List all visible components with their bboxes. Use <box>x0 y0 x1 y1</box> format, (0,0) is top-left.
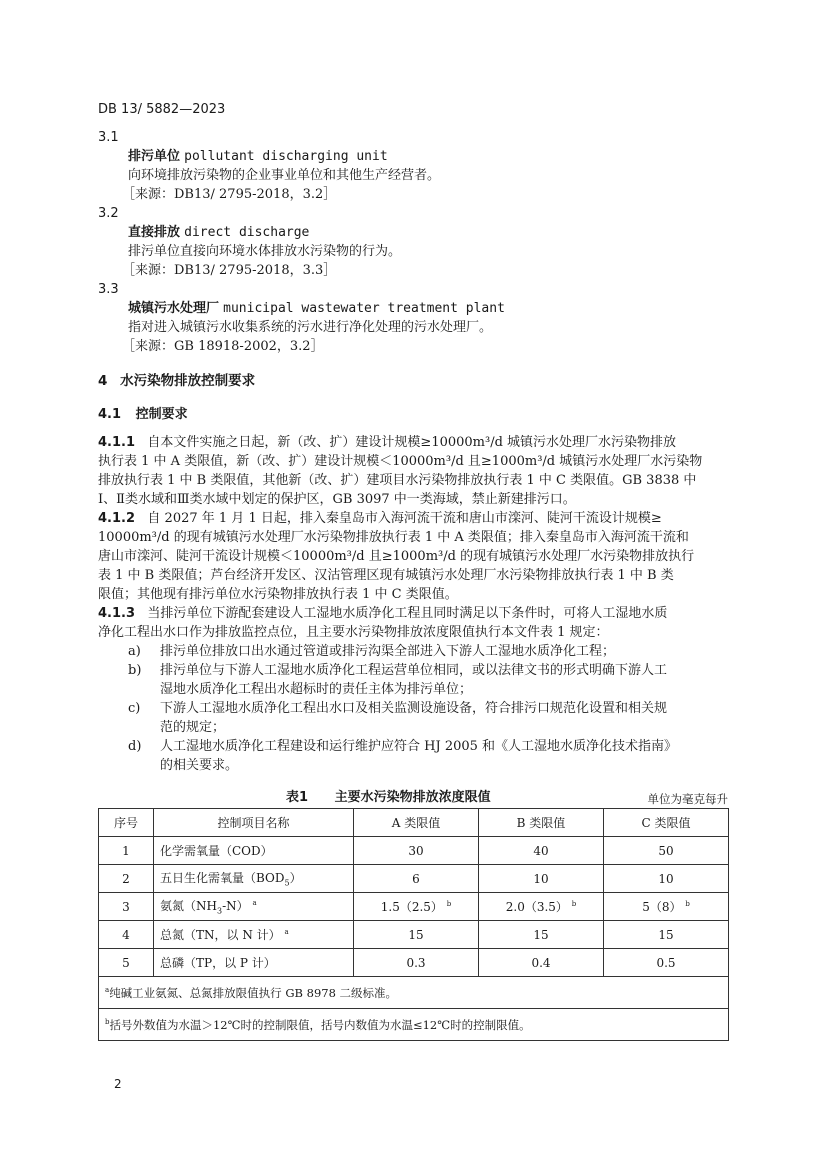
def-term-line <box>128 299 505 318</box>
clause-line: 执行表 1 中 A 类限值，新（改、扩）建设计规模＜10000m³/d 且≥1000m³/d 城镇污水处理厂水污染物 <box>98 454 703 469</box>
def-term-line <box>128 147 388 166</box>
footnote-mark: b <box>105 1017 110 1026</box>
clause-line <box>98 604 728 623</box>
pollutant-name: 氨氮$(NH_3-N)$ $^a$ <box>154 893 354 921</box>
row-number: 5 <box>99 949 154 977</box>
footnote-mark: a <box>252 899 257 908</box>
table-header-cell: C 类限值 <box>604 809 729 837</box>
limit-c: 15 <box>604 921 729 949</box>
table-unit: 单位为毫克每升 <box>647 792 728 806</box>
pollutant-name: 化学需氧量（COD） <box>154 837 354 865</box>
limit-a: 15 <box>354 921 479 949</box>
footnote-mark: b <box>446 900 452 908</box>
def-text: 指对进入城镇污水收集系统的污水进行净化处理的污水处理厂。 <box>128 320 493 335</box>
limit-b: 40 <box>479 837 604 865</box>
clause-line: 唐山市滦河、陡河干流设计规模＜10000m³/d 且≥1000m³/d 的现有城镇污水处理厂水污染物排放执行 <box>98 549 695 564</box>
clause-line: 10000m³/d 的现有城镇污水处理厂水污染物排放执行表 1 中 A 类限值；排入秦皇岛市入海河流干流和 <box>98 530 689 545</box>
clause-4-1-3 <box>98 604 728 642</box>
def-source: ［来源：GB 18918-2002，3.2］ <box>122 339 324 354</box>
clause-line: 表 1 中 B 类限值；芦台经济开发区、汉沽管理区现有城镇污水处理厂水污染物排放执行表 1 中 B 类 <box>98 568 674 583</box>
clause-text: 当排污单位下游配套建设人工湿地水质净化工程且同时满足以下条件时，可将人工湿地水质 <box>147 606 668 621</box>
list-item-label: c) <box>128 701 141 716</box>
table-title: 主要水污染物排放浓度限值 <box>334 790 491 805</box>
footnote-mark: a <box>284 928 289 936</box>
limit-b: 15 <box>479 921 604 949</box>
table-caption <box>286 789 491 807</box>
def-source: ［来源：DB13/ 2795-2018，3.2］ <box>122 187 337 202</box>
table-row <box>99 837 729 865</box>
limit-c: 5（8） $^b$ <box>604 893 729 921</box>
def-number: 3.2 <box>98 206 119 221</box>
limit-a: 6 <box>354 865 479 893</box>
def-term-en: direct discharge <box>184 225 310 240</box>
clause-4-1-2 <box>98 509 728 604</box>
limit-a: 0.3 <box>354 949 479 977</box>
table-row <box>99 893 729 921</box>
pollutant-name: 总氮（TN，以 N 计） $^a$ <box>154 921 354 949</box>
table-header-cell: A 类限值 <box>354 809 479 837</box>
pollutant-name: 总磷（TP，以 P 计） <box>154 949 354 977</box>
subsection-number: 4.1 <box>98 407 122 422</box>
table-number: 表1 <box>286 790 309 805</box>
footnote-mark: b <box>571 900 577 908</box>
table-row <box>99 865 729 893</box>
table-header-cell: 控制项目名称 <box>154 809 354 837</box>
limit-b: 10 <box>479 865 604 893</box>
def-term-line <box>128 223 309 242</box>
clause-line <box>98 433 728 452</box>
table-note-row <box>99 1009 729 1041</box>
list-item-label: b) <box>128 663 142 678</box>
clause-line: 净化工程出水口作为排放监控点位，且主要水污染物排放浓度限值执行本文件表 1 规定： <box>98 625 609 640</box>
row-number: 1 <box>99 837 154 865</box>
def-number: 3.3 <box>98 282 119 297</box>
table-note: $^b$括号外数值为水温＞12℃时的控制限值，括号内数值为水温≤12℃时的控制限值。 <box>99 1009 729 1041</box>
document-number: DB 13/ 5882—2023 <box>98 102 226 117</box>
list-item-label: a) <box>128 644 141 659</box>
page-number: 2 <box>114 1077 122 1091</box>
limit-c: 10 <box>604 865 729 893</box>
clause-number: 4.1.2 <box>98 511 136 526</box>
limit-a: 1.5（2.5） $^b$ <box>354 893 479 921</box>
def-term-en: pollutant discharging unit <box>184 149 388 164</box>
def-term: 排污单位 <box>128 149 181 164</box>
def-term: 直接排放 <box>128 225 181 240</box>
limit-a: 30 <box>354 837 479 865</box>
table-note: $^a$纯碱工业氨氮、总氮排放限值执行 GB 8978 二级标准。 <box>99 977 729 1009</box>
row-number: 3 <box>99 893 154 921</box>
def-term: 城镇污水处理厂 <box>128 301 220 316</box>
limit-c: 0.5 <box>604 949 729 977</box>
table-row <box>99 949 729 977</box>
clause-4-1-1 <box>98 433 728 509</box>
section-title: 水污染物排放控制要求 <box>120 373 256 389</box>
def-text: 向环境排放污染物的企业事业单位和其他生产经营者。 <box>128 168 441 183</box>
subsection-heading <box>98 405 188 424</box>
clause-text: 自本文件实施之日起，新（改、扩）建设计规模≥10000m³/d 城镇污水处理厂水污染物排放 <box>147 435 677 450</box>
list-item-text: 排污单位与下游人工湿地水质净化工程运营单位相同，或以法律文书的形式明确下游人工 <box>160 663 668 678</box>
footnote-mark: b <box>685 900 690 908</box>
clause-line: 排放执行表 1 中 B 类限值，其他新（改、扩）建项目水污染物排放执行表 1 中 C 类限值。GB 3838 中 <box>98 473 697 488</box>
list-item-text: 下游人工湿地水质净化工程出水口及相关监测设施设备，符合排污口规范化设置和相关规 <box>160 701 668 716</box>
section-number: 4 <box>98 373 108 389</box>
table-header-cell: 序号 <box>99 809 154 837</box>
row-number: 2 <box>99 865 154 893</box>
def-text: 排污单位直接向环境水体排放水污染物的行为。 <box>128 244 402 259</box>
clause-line: Ⅰ、Ⅱ类水域和Ⅲ类水域中划定的保护区，GB 3097 中一类海域，禁止新建排污口。 <box>98 492 576 507</box>
clause-line <box>98 509 728 528</box>
footnote-mark: a <box>105 985 110 994</box>
list-item-text: 范的规定； <box>160 720 226 735</box>
row-number: 4 <box>99 921 154 949</box>
table-header-row <box>99 809 729 837</box>
list-item-text: 人工湿地水质净化工程建设和运行维护应符合 HJ 2005 和《人工湿地水质净化技术指南》 <box>160 739 678 754</box>
table-row <box>99 921 729 949</box>
limit-c: 50 <box>604 837 729 865</box>
clause-number: 4.1.3 <box>98 606 136 621</box>
list-item-label: d) <box>128 739 142 754</box>
table-note-row <box>99 977 729 1009</box>
limits-table <box>98 808 729 1041</box>
limit-b: 0.4 <box>479 949 604 977</box>
clause-line: 限值；其他现有排污单位水污染物排放执行表 1 中 C 类限值。 <box>98 587 458 602</box>
clause-text: 自 2027 年 1 月 1 日起，排入秦皇岛市入海河流干流和唐山市滦河、陡河干流设计规模≥ <box>147 511 662 526</box>
table-header-cell: B 类限值 <box>479 809 604 837</box>
limit-b: 2.0（3.5） $^b$ <box>479 893 604 921</box>
subsection-title: 控制要求 <box>135 407 188 422</box>
pollutant-name: 五日生化需氧量$(BOD_5)$ <box>154 865 354 893</box>
list-item-text: 的相关要求。 <box>160 758 239 773</box>
def-source: ［来源：DB13/ 2795-2018，3.3］ <box>122 263 337 278</box>
list-item-text: 排污单位排放口出水通过管道或排污沟渠全部进入下游人工湿地水质净化工程； <box>160 644 616 659</box>
section-heading <box>98 372 255 391</box>
def-term-en: municipal wastewater treatment plant <box>223 301 505 316</box>
clause-number: 4.1.1 <box>98 435 136 450</box>
list-item-text: 湿地水质净化工程出水超标时的责任主体为排污单位； <box>160 682 473 697</box>
def-number: 3.1 <box>98 130 119 145</box>
